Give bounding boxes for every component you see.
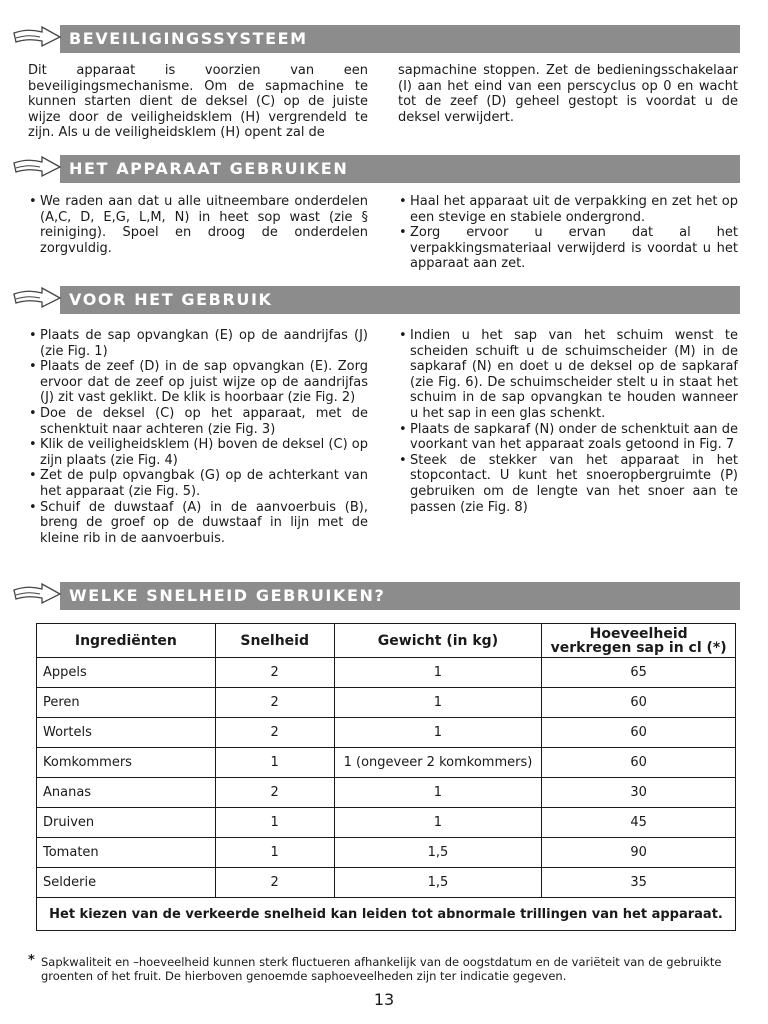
paragraph: Dit apparaat is voorzien van een beveiligingsmechanisme. Om de sapmachine te kunnen starten dient de deksel (C) op de juiste wijze door de veiligheidsklem (H) vergrendeld te zijn. Als u de veiligheidsklem (H) opent zal de — [28, 63, 368, 141]
list-item: • Haal het apparaat uit de verpakking en zet het op een stevige en stabiele ondergrond. — [398, 194, 738, 225]
ingredient-cell: Appels — [37, 658, 216, 688]
section-header-before-use — [12, 286, 740, 314]
column-header-ingredients: Ingrediënten — [37, 624, 216, 658]
speed-table — [36, 623, 736, 931]
juice-amount-cell: 30 — [542, 778, 736, 808]
list-item: • Schuif de duwstaaf (A) in de aanvoerbuis (B), breng de groef op de duwstaaf in lijn met de kleine rib in de aanvoerbuis. — [28, 500, 368, 547]
security-text-left — [28, 63, 368, 141]
section-title: BEVEILIGINGSSYSTEEM — [69, 29, 308, 48]
section-title: HET APPARAAT GEBRUIKEN — [69, 159, 349, 178]
weight-cell: 1 — [334, 688, 542, 718]
speed-cell: 1 — [215, 838, 334, 868]
list-item: • Plaats de sap opvangkan (E) op de aandrijfas (J) (zie Fig. 1) — [28, 328, 368, 359]
section-header-usage — [12, 155, 740, 183]
list-item: • Doe de deksel (C) op het apparaat, met de schenktuit naar achteren (zie Fig. 3) — [28, 406, 368, 437]
weight-cell: 1,5 — [334, 868, 542, 898]
weight-cell: 1 — [334, 658, 542, 688]
table-row — [37, 808, 736, 838]
juice-amount-cell: 60 — [542, 688, 736, 718]
table-row — [37, 658, 736, 688]
table-row — [37, 688, 736, 718]
weight-cell: 1 — [334, 808, 542, 838]
speed-cell: 2 — [215, 688, 334, 718]
list-item: • Zet de pulp opvangbak (G) op de achterkant van het apparaat (zie Fig. 5). — [28, 468, 368, 499]
section-title: VOOR HET GEBRUIK — [69, 290, 273, 309]
ingredient-cell: Peren — [37, 688, 216, 718]
speed-warning: Het kiezen van de verkeerde snelheid kan leiden tot abnormale trillingen van het apparaat. — [37, 898, 736, 931]
weight-cell: 1 — [334, 778, 542, 808]
list-item: • Plaats de zeef (D) in de sap opvangkan (E). Zorg ervoor dat de zeef op juist wijze op de aandrijfas (J) zit vast geklikt. De klik is hoorbaar (zie Fig. 2) — [28, 359, 368, 406]
juice-amount-cell: 65 — [542, 658, 736, 688]
juice-amount-cell: 45 — [542, 808, 736, 838]
weight-cell: 1,5 — [334, 838, 542, 868]
list-item: • Plaats de sapkaraf (N) onder de schenktuit aan de voorkant van het apparaat zoals getoond in Fig. 7 — [398, 422, 738, 453]
juice-amount-cell: 60 — [542, 748, 736, 778]
speed-cell: 2 — [215, 868, 334, 898]
list-item: • Zorg ervoor u ervan dat al het verpakkingsmateriaal verwijderd is voordat u het apparaat aan zet. — [398, 225, 738, 272]
column-header-juice-amount: Hoeveelheid verkregen sap in cl (*) — [542, 624, 736, 658]
arrow-icon — [12, 25, 72, 53]
table-header-row — [37, 624, 736, 658]
arrow-icon — [12, 155, 72, 183]
column-header-speed: Snelheid — [215, 624, 334, 658]
section-title: WELKE SNELHEID GEBRUIKEN? — [69, 586, 386, 605]
ingredient-cell: Selderie — [37, 868, 216, 898]
table-row — [37, 868, 736, 898]
weight-cell: 1 — [334, 718, 542, 748]
table-row — [37, 748, 736, 778]
security-text-right — [398, 63, 738, 125]
page-number: 13 — [373, 990, 395, 1009]
speed-cell: 1 — [215, 748, 334, 778]
before-list-left — [28, 328, 368, 546]
ingredient-cell: Komkommers — [37, 748, 216, 778]
table-row — [37, 838, 736, 868]
ingredient-cell: Ananas — [37, 778, 216, 808]
juice-amount-cell: 90 — [542, 838, 736, 868]
footnote — [28, 955, 728, 983]
list-item: • We raden aan dat u alle uitneembare onderdelen (A,C, D, E,G, L,M, N) in heet sop wast (zie § reiniging). Spoel en droog de onderdelen zorgvuldig. — [28, 194, 368, 256]
weight-cell: 1 (ongeveer 2 komkommers) — [334, 748, 542, 778]
juice-amount-cell: 35 — [542, 868, 736, 898]
arrow-icon — [12, 286, 72, 314]
before-list-right — [398, 328, 738, 515]
speed-cell: 2 — [215, 718, 334, 748]
juice-amount-cell: 60 — [542, 718, 736, 748]
table-row — [37, 718, 736, 748]
list-item: • Indien u het sap van het schuim wenst te scheiden schuift u de schuimscheider (M) in de sapkaraf (N) en doet u de deksel op de sapkaraf (zie Fig. 6). De schuimscheider stelt u in staat het schuim in de sap opvangkan te houden wanneer u het sap in een glas schenkt. — [398, 328, 738, 422]
footnote-marker: * — [28, 953, 35, 968]
list-item: • Steek de stekker van het apparaat in het stopcontact. U kunt het snoeropbergruimte (P) gebruiken om de lengte van het snoer aan te passen (zie Fig. 8) — [398, 453, 738, 515]
column-header-weight: Gewicht (in kg) — [334, 624, 542, 658]
usage-list-left — [28, 194, 368, 256]
table-warning-row — [37, 898, 736, 931]
ingredient-cell: Tomaten — [37, 838, 216, 868]
ingredient-cell: Druiven — [37, 808, 216, 838]
section-header-speed — [12, 582, 740, 610]
speed-cell: 2 — [215, 658, 334, 688]
speed-cell: 1 — [215, 808, 334, 838]
speed-cell: 2 — [215, 778, 334, 808]
table-row — [37, 778, 736, 808]
section-header-security — [12, 25, 740, 53]
footnote-text: Sapkwaliteit en –hoeveelheid kunnen sterk fluctueren afhankelijk van de oogstdatum en de variëteit van de gebruikte groenten of het fruit. De hierboven genoemde saphoeveelheden zijn ter indicatie gegeven. — [41, 955, 722, 983]
list-item: • Klik de veiligheidsklem (H) boven de deksel (C) op zijn plaats (zie Fig. 4) — [28, 437, 368, 468]
arrow-icon — [12, 582, 72, 610]
usage-list-right — [398, 194, 738, 272]
paragraph: sapmachine stoppen. Zet de bedieningsschakelaar (I) aan het eind van een perscyclus op 0 en wacht tot de zeef (D) geheel gestopt is voordat u de deksel verwijdert. — [398, 63, 738, 125]
ingredient-cell: Wortels — [37, 718, 216, 748]
